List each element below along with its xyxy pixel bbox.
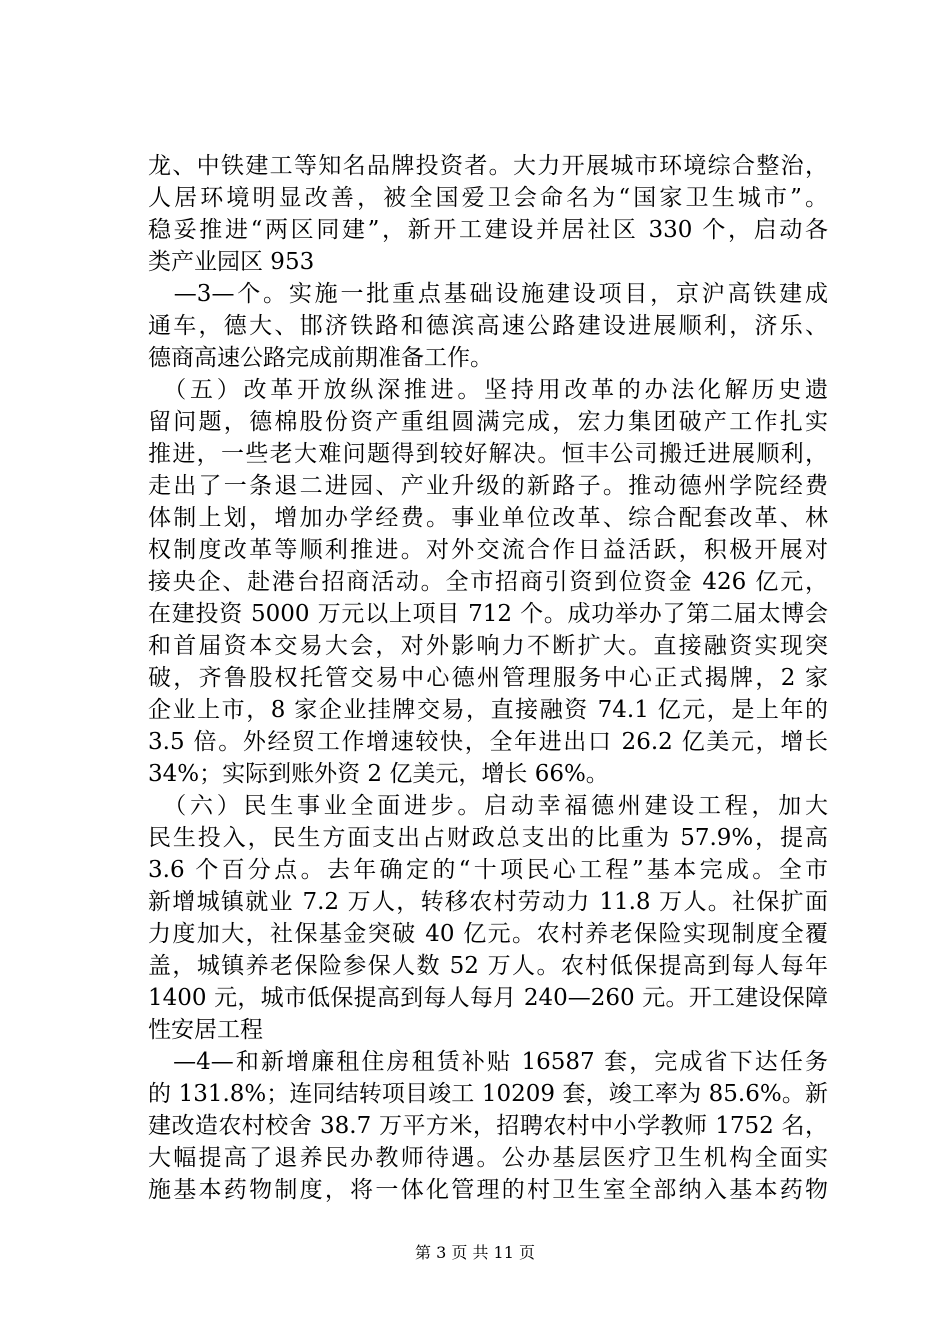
text-line: 的 131.8%；连同结转项目竣工 10209 套，竣工率为 85.6%。新 — [148, 1081, 828, 1107]
page-number-label: 第 3 页 共 11 页 — [415, 1243, 535, 1262]
text-line: 走出了一条退二进园、产业升级的新路子。推动德州学院经费 — [148, 473, 828, 499]
text-line: 力度加大，社保基金突破 40 亿元。农村养老保险实现制度全覆 — [148, 921, 828, 947]
text-line: 通车，德大、邯济铁路和德滨高速公路建设进展顺利，济乐、 — [148, 313, 828, 339]
text-line: 3.6 个百分点。去年确定的“十项民心工程”基本完成。全市 — [148, 857, 828, 883]
text-line: 施基本药物制度，将一体化管理的村卫生室全部纳入基本药物 — [148, 1177, 828, 1203]
text-line: 人居环境明显改善，被全国爱卫会命名为“国家卫生城市”。 — [148, 185, 828, 211]
text-line: 德商高速公路完成前期准备工作。 — [148, 345, 493, 371]
text-line: 1400 元，城市低保提高到每人每月 240—260 元。开工建设保障 — [148, 985, 828, 1011]
text-line: —4—和新增廉租住房租赁补贴 16587 套，完成省下达任务 — [148, 1049, 828, 1075]
text-line: 体制上划，增加办学经费。事业单位改革、综合配套改革、林 — [148, 505, 828, 531]
text-line: 稳妥推进“两区同建”，新开工建设并居社区 330 个，启动各 — [148, 217, 828, 243]
text-line: 和首届资本交易大会，对外影响力不断扩大。直接融资实现突 — [148, 633, 828, 659]
text-line: 龙、中铁建工等知名品牌投资者。大力开展城市环境综合整治， — [148, 153, 828, 179]
text-line: 3.5 倍。外经贸工作增速较快，全年进出口 26.2 亿美元，增长 — [148, 729, 828, 755]
document-body — [148, 150, 828, 1206]
text-line: （五）改革开放纵深推进。坚持用改革的办法化解历史遗 — [148, 377, 828, 403]
page-footer — [0, 1243, 950, 1263]
text-line: 大幅提高了退养民办教师待遇。公办基层医疗卫生机构全面实 — [148, 1145, 828, 1171]
text-line: 留问题，德棉股份资产重组圆满完成，宏力集团破产工作扎实 — [148, 409, 828, 435]
text-line: 推进，一些老大难问题得到较好解决。恒丰公司搬迁进展顺利， — [148, 441, 828, 467]
text-line: 民生投入，民生方面支出占财政总支出的比重为 57.9%，提高 — [148, 825, 828, 851]
text-line: 建改造农村校舍 38.7 万平方米，招聘农村中小学教师 1752 名， — [148, 1113, 828, 1139]
text-line: 性安居工程 — [148, 1017, 263, 1043]
text-line: —3—个。实施一批重点基础设施建设项目，京沪高铁建成 — [148, 281, 828, 307]
text-line: 新增城镇就业 7.2 万人，转移农村劳动力 11.8 万人。社保扩面 — [148, 889, 828, 915]
text-line: 34%；实际到账外资 2 亿美元，增长 66%。 — [148, 761, 609, 787]
text-line: 在建投资 5000 万元以上项目 712 个。成功举办了第二届太博会 — [148, 601, 828, 627]
text-line: 接央企、赴港台招商活动。全市招商引资到位资金 426 亿元， — [148, 569, 828, 595]
text-line: 权制度改革等顺利推进。对外交流合作日益活跃，积极开展对 — [148, 537, 828, 563]
text-line: 盖，城镇养老保险参保人数 52 万人。农村低保提高到每人每年 — [148, 953, 828, 979]
text-line: 破，齐鲁股权托管交易中心德州管理服务中心正式揭牌，2 家 — [148, 665, 828, 691]
text-line: 类产业园区 953 — [148, 249, 315, 275]
text-line: 企业上市，8 家企业挂牌交易，直接融资 74.1 亿元，是上年的 — [148, 697, 828, 723]
text-line: （六）民生事业全面进步。启动幸福德州建设工程，加大 — [148, 793, 828, 819]
